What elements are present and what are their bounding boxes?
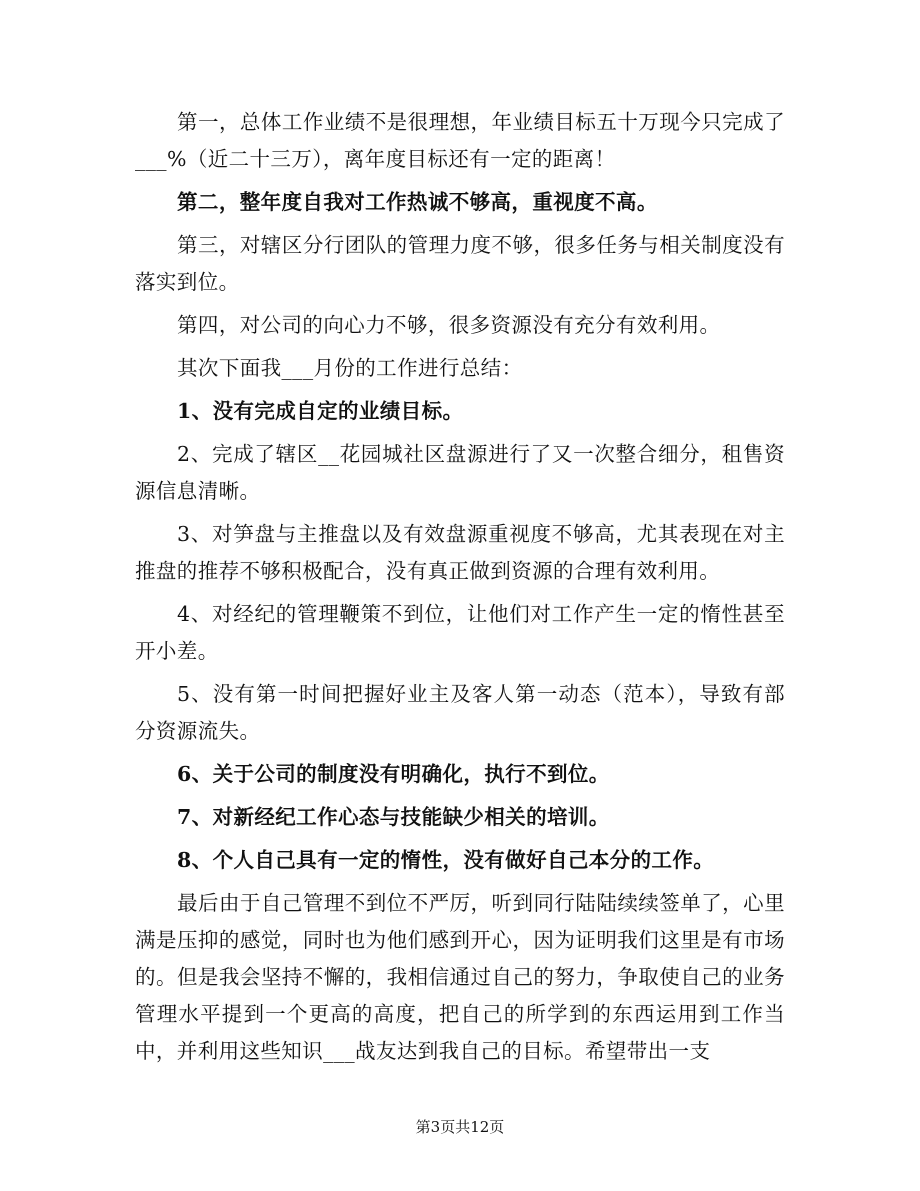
paragraph-8: 3、对笋盘与主推盘以及有效盘源重视度不够高，尤其表现在对主推盘的推荐不够积极配合，没有真正做到资源的合理有效利用。 — [135, 522, 785, 583]
paragraph-5: 其次下面我___月份的工作进行总结： — [177, 356, 523, 380]
paragraph-1: 第一，总体工作业绩不是很理想，年业绩目标五十万现今只完成了___%（近二十三万），离年度目标还有一定的距离！ — [135, 110, 785, 171]
paragraph-12: 7、对新经纪工作心态与技能缺少相关的培训。 — [177, 805, 610, 829]
paragraph-6: 1、没有完成自定的业绩目标。 — [177, 399, 464, 423]
paragraph-4: 第四，对公司的向心力不够，很多资源没有充分有效利用。 — [177, 313, 721, 337]
paragraph-7: 2、完成了辖区__花园城社区盘源进行了又一次整合细分，租售资源信息清晰。 — [135, 442, 785, 503]
paragraph-2: 第二，整年度自我对工作热诚不够高，重视度不高。 — [177, 190, 658, 214]
paragraph-10: 5、没有第一时间把握好业主及客人第一动态（范本），导致有部分资源流失。 — [135, 682, 785, 743]
paragraph-13: 8、个人自己具有一定的惰性，没有做好自己本分的工作。 — [177, 848, 715, 872]
document-body — [135, 104, 785, 1076]
paragraph-14: 最后由于自己管理不到位不严厉，听到同行陆陆续续签单了，心里满是压抑的感觉，同时也为他们感到开心，因为证明我们这里是有市场的。但是我会坚持不懈的，我相信通过自己的努力，争取使自己的业务管理水平提到一个更高的高度，把自己的所学到的东西运用到工作当中，并利用这些知识___战友达到我自己的目标。希望带出一支 — [135, 891, 785, 1063]
paragraph-3: 第三，对辖区分行团队的管理力度不够，很多任务与相关制度没有落实到位。 — [135, 233, 785, 294]
paragraph-11: 6、关于公司的制度没有明确化，执行不到位。 — [177, 762, 610, 786]
paragraph-9: 4、对经纪的管理鞭策不到位，让他们对工作产生一定的惰性甚至开小差。 — [135, 602, 785, 663]
page-number-footer: 第3页共12页 — [415, 1118, 505, 1136]
